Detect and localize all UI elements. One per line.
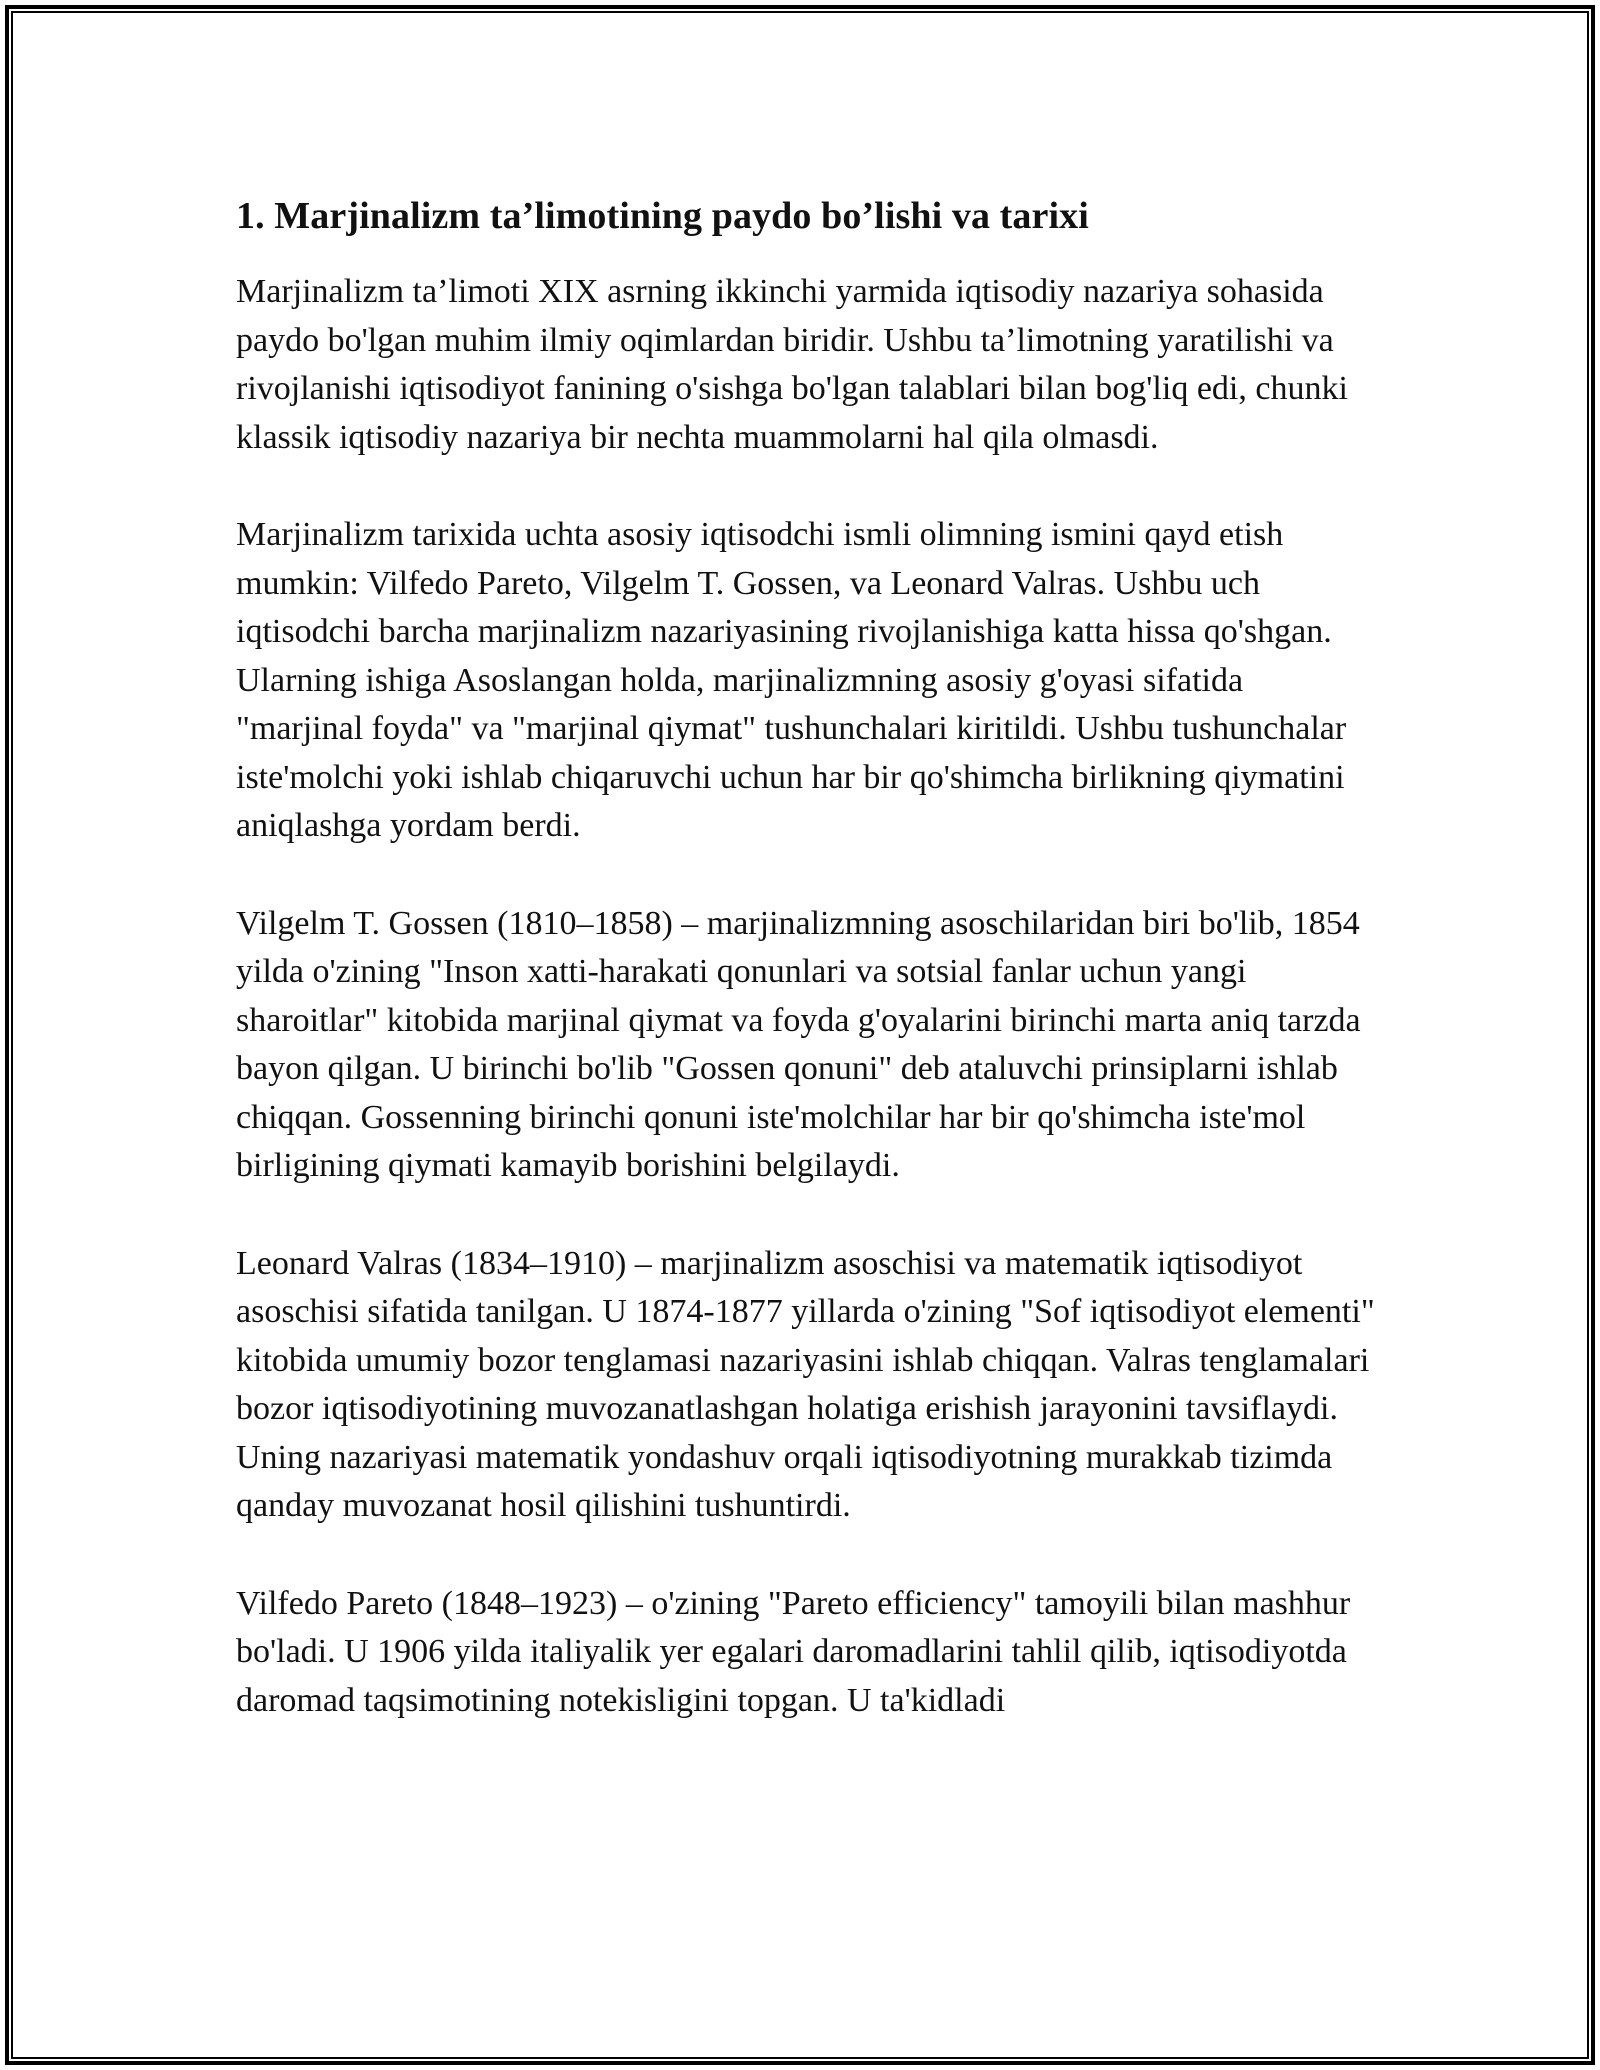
- document-page: [236, 190, 1376, 1774]
- section-heading: 1. Marjinalizm ta’limotining paydo bo’lishi va tarixi: [236, 195, 1089, 237]
- paragraph-intro: Marjinalizm ta’limoti XIX asrning ikkinchi yarmida iqtisodiy nazariya sohasida paydo bo'lgan muhim ilmiy oqimlardan biridir. Ushbu ta’limotning yaratilishi va rivojlanishi iqtisodiyot fanining o'sishga bo'lgan talablari bilan bog'liq edi, chunki klassik iqtisodiy nazariya bir nechta muammolarni hal qila olmasdi.: [236, 273, 1348, 456]
- paragraph-gossen: Vilgelm T. Gossen (1810–1858) – marjinalizmning asoschilaridan biri bo'lib, 1854 yilda o'zining "Inson xatti-harakati qonunlari va sotsial fanlar uchun yangi sharoitlar" kitobida marjinal qiymat va foyda g'oyalarini birinchi marta aniq tarzda bayon qilgan. U birinchi bo'lib "Gossen qonuni" deb ataluvchi prinsiplarni ishlab chiqqan. Gossenning birinchi qonuni iste'molchilar har bir qo'shimcha iste'mol birligining qiymati kamayib borishini belgilaydi.: [236, 904, 1361, 1184]
- paragraph-history: Marjinalizm tarixida uchta asosiy iqtisodchi ismli olimning ismini qayd etish mumkin: Vilfedo Pareto, Vilgelm T. Gossen, va Leonard Valras. Ushbu uch iqtisodchi barcha marjinalizm nazariyasining rivojlanishiga katta hissa qo'shgan. Ularning ishiga Asoslangan holda, marjinalizmning asosiy g'oyasi sifatida "marjinal foyda" va "marjinal qiymat" tushunchalari kiritildi. Ushbu tushunchalar iste'molchi yoki ishlab chiqaruvchi uchun har bir qo'shimcha birlikning qiymatini aniqlashga yordam berdi.: [236, 516, 1347, 844]
- paragraph-valras: Leonard Valras (1834–1910) – marjinalizm asoschisi va matematik iqtisodiyot asoschisi sifatida tanilgan. U 1874-1877 yillarda o'zining "Sof iqtisodiyot elementi" kitobida umumiy bozor tenglamasi nazariyasini ishlab chiqqan. Valras tenglamalari bozor iqtisodiyotining muvozanatlashgan holatiga erishish jarayonini tavsiflaydi. Uning nazariyasi matematik yondashuv orqali iqtisodiyotning murakkab tizimda qanday muvozanat hosil qilishini tushuntirdi.: [236, 1244, 1375, 1524]
- paragraph-pareto: Vilfedo Pareto (1848–1923) – o'zining "Pareto efficiency" tamoyili bilan mashhur bo'ladi. U 1906 yilda italiyalik yer egalari daromadlarini tahlil qilib, iqtisodiyotda daromad taqsimotining notekisligini topgan. U ta'kidladi: [236, 1584, 1351, 1719]
